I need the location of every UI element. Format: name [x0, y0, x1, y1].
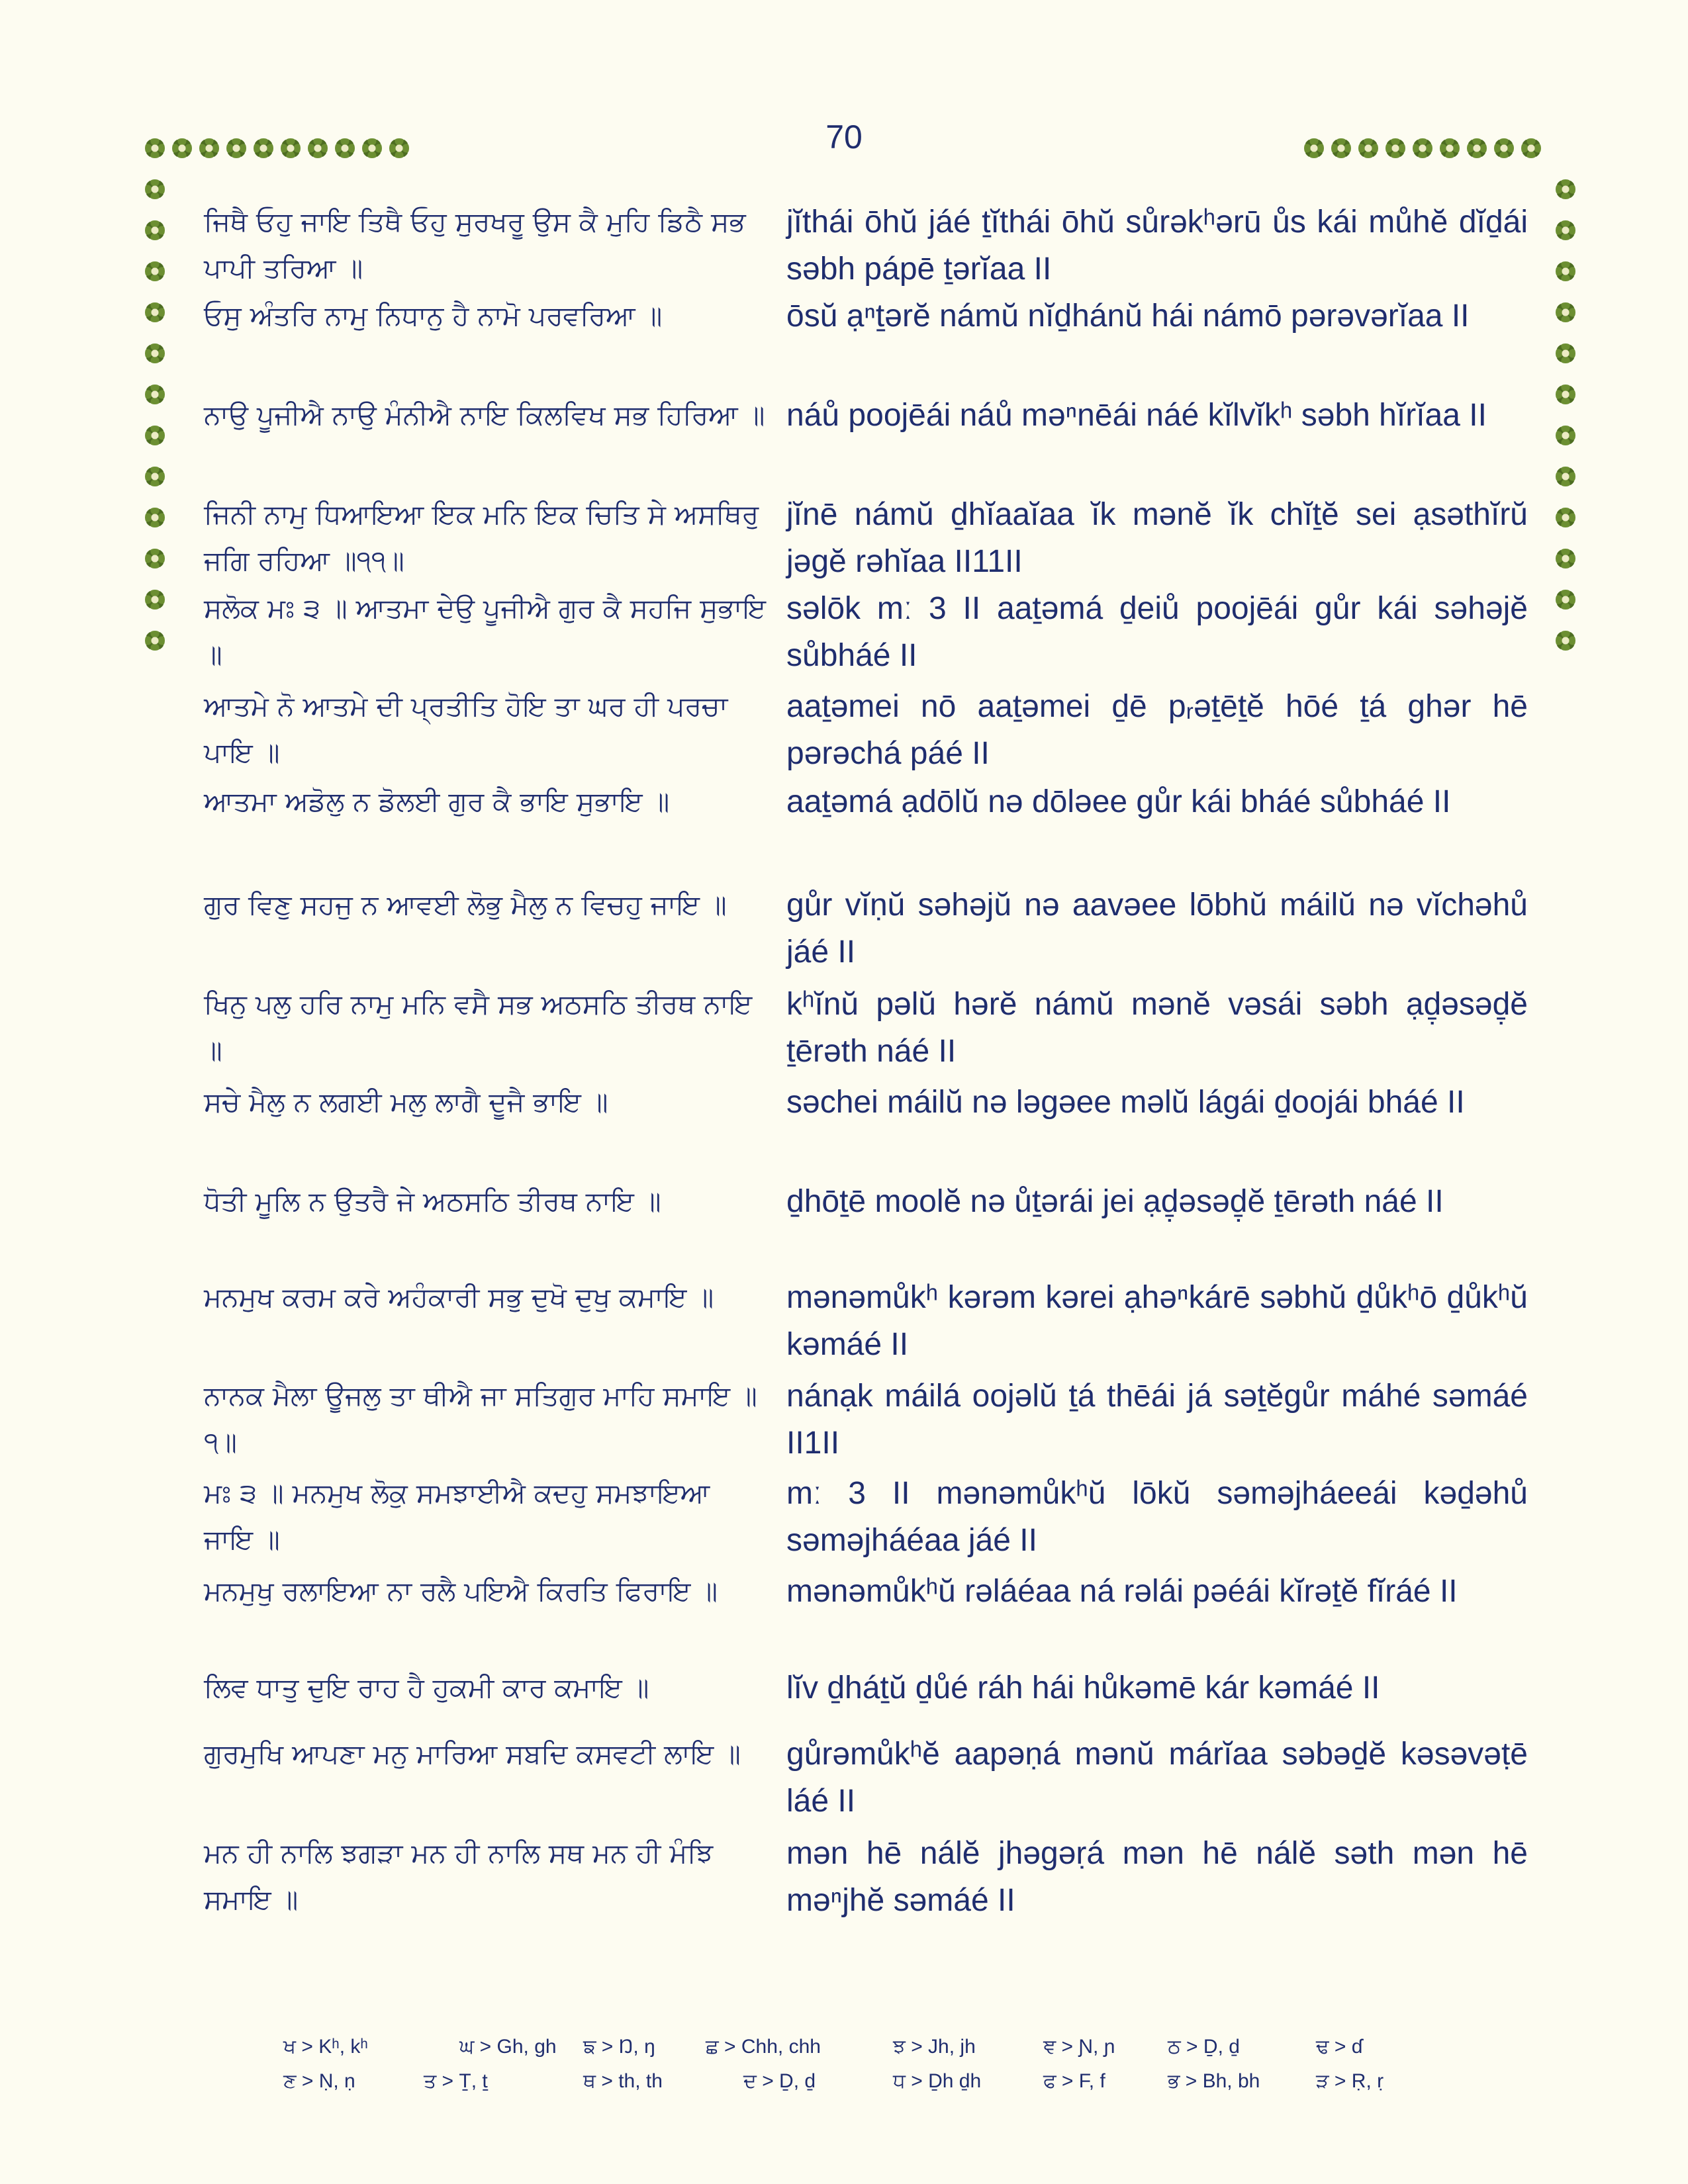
- flower-ornament: [1556, 549, 1575, 569]
- transliteration-text: aaṯəmá ạdōlŭ nə dōləee gůr kái bháé sůbháé II: [786, 784, 1451, 819]
- transliteration-text: lĭv ḏháṯŭ ḏůé ráh hái hůkəmē kár kəmáé II: [786, 1670, 1380, 1706]
- page-number: 70: [825, 118, 863, 156]
- transliteration-text: náů poojēái náů məⁿnēái náé kĭlvĭkʰ səbh hĭrĭaa II: [786, 398, 1487, 433]
- verse-row: [204, 1731, 1528, 1830]
- verse-row: [204, 1830, 1528, 1929]
- flower-ornament: [145, 220, 165, 240]
- transliteration-text: gůrəmůkʰĕ aapəṇá mənŭ márĭaa səbəḏĕ kəsəvəṭē láé II: [786, 1737, 1528, 1819]
- gurmukhi-text: ਮਨਮੁਖੁ ਰਲਾਇਆ ਨਾ ਰਲੈ ਪਇਐ ਕਿਰਤਿ ਫਿਰਾਇ ॥: [204, 1575, 718, 1607]
- flower-ornament: [281, 138, 301, 158]
- verse-row: [204, 1274, 1528, 1373]
- flower-ornament: [389, 138, 409, 158]
- flower-ornament: [335, 138, 355, 158]
- flower-ornament: [145, 302, 165, 322]
- verse-row: [204, 392, 1528, 491]
- legend-item: ਛ > Chh, chh: [706, 2036, 821, 2058]
- flower-ornament: [1521, 138, 1541, 158]
- gurmukhi-text: ਸਲੋਕ ਮਃ ੩ ॥ ਆਤਮਾ ਦੇਉ ਪੂਜੀਐ ਗੁਰ ਕੈ ਸਹਜਿ ਸੁਭਾਇ ॥: [204, 592, 767, 670]
- flower-ornament: [145, 426, 165, 445]
- gurmukhi-text: ਨਾਉ ਪੂਜੀਐ ਨਾਉ ਮੰਨੀਐ ਨਾਇ ਕਿਲਵਿਖ ਸਭ ਹਿਰਿਆ ॥: [204, 399, 765, 431]
- verse-row: [204, 1568, 1528, 1664]
- flower-ornament: [1467, 138, 1487, 158]
- flower-ornament: [254, 138, 273, 158]
- flower-ornament: [1556, 179, 1575, 199]
- legend-item: ਝ > Jh, jh: [893, 2036, 976, 2058]
- transliteration-text: kʰĭnŭ pəlŭ hərĕ námŭ mənĕ vəsái səbh ạḏ̣əsəḏ̣ĕ ṯērəth náé II: [786, 987, 1528, 1069]
- transliteration-text: mənəmůkʰŭ rəláéaa ná rəlái pəéái kĭrəṯĕ fĭráé II: [786, 1574, 1458, 1609]
- flower-ornament: [145, 590, 165, 610]
- legend-item: ਢ > ɗ: [1316, 2036, 1363, 2058]
- flower-ornament: [1556, 385, 1575, 404]
- flower-ornament: [145, 467, 165, 486]
- gurmukhi-text: ਜਿਨੀ ਨਾਮੁ ਧਿਆਇਆ ਇਕ ਮਨਿ ਇਕ ਚਿਤਿ ਸੇ ਅਸਥਿਰੁ ਜਗਿ ਰਹਿਆ ॥੧੧॥: [204, 498, 759, 576]
- flower-ornament: [145, 385, 165, 404]
- verse-row: [204, 778, 1528, 882]
- verse-row: [204, 981, 1528, 1079]
- gurmukhi-text: ਨਾਨਕ ਮੈਲਾ ਊਜਲੁ ਤਾ ਥੀਐ ਜਾ ਸਤਿਗੁਰ ਮਾਹਿ ਸਮਾਇ ॥੧॥: [204, 1380, 757, 1458]
- transliteration-text: ōsŭ ạⁿṯərĕ námŭ nĭḏhánŭ hái námō pərəvərĭaa II: [786, 298, 1470, 334]
- verse-row: [204, 1079, 1528, 1178]
- gurmukhi-text: ਮਨ ਹੀ ਨਾਲਿ ਝਗੜਾ ਮਨ ਹੀ ਨਾਲਿ ਸਥ ਮਨ ਹੀ ਮੰਝਿ ਸਮਾਇ ॥: [204, 1837, 714, 1915]
- flower-ornament: [1556, 220, 1575, 240]
- legend-item: ਭ > Bh, bh: [1168, 2070, 1260, 2092]
- flower-ornament: [1556, 261, 1575, 281]
- flower-ornament: [1331, 138, 1351, 158]
- gurmukhi-text: ਜਿਥੈ ਓਹੁ ਜਾਇ ਤਿਥੈ ਓਹੁ ਸੁਰਖਰੂ ਉਸ ਕੈ ਮੁਹਿ ਡਿਠੈ ਸਭ ਪਾਪੀ ਤਰਿਆ ॥: [204, 206, 746, 284]
- legend-item: ੜ > Ṛ, ṛ: [1316, 2070, 1384, 2092]
- flower-ornament: [1494, 138, 1514, 158]
- gurmukhi-text: ਲਿਵ ਧਾਤੁ ਦੁਇ ਰਾਹ ਹੈ ਹੁਕਮੀ ਕਾਰ ਕਮਾਇ ॥: [204, 1672, 649, 1704]
- verse-table: [204, 199, 1528, 1929]
- flower-ornament: [145, 631, 165, 651]
- gurmukhi-text: ਧੋਤੀ ਮੂਲਿ ਨ ਉਤਰੈ ਜੇ ਅਠਸਠਿ ਤੀਰਥ ਨਾਇ ॥: [204, 1185, 661, 1217]
- transliteration-text: mənəmůkʰ kərəm kərei ạhəⁿkárē səbhŭ ḏůkʰō ḏůkʰŭ kəmáé II: [786, 1280, 1528, 1362]
- verse-row: [204, 683, 1528, 778]
- gurmukhi-text: ਓਸੁ ਅੰਤਰਿ ਨਾਮੁ ਨਿਧਾਨੁ ਹੈ ਨਾਮੋ ਪਰਵਰਿਆ ॥: [204, 300, 663, 332]
- verse-row: [204, 293, 1528, 392]
- flower-ornament: [362, 138, 382, 158]
- verse-row: [204, 1470, 1528, 1568]
- verse-row: [204, 1664, 1528, 1731]
- transliteration-text: nánạk máilá oojəlŭ ṯá thēái já səṯĕgůr máhé səmáé II1II: [786, 1379, 1528, 1461]
- verse-row: [204, 1373, 1528, 1470]
- transliteration-text: aaṯəmei nō aaṯəmei ḏē pᵣəṯēṯĕ hōé ṯá ghər hē pərəchá páé II: [786, 689, 1528, 771]
- legend-item: ਤ > Ṯ, ṯ: [424, 2070, 488, 2092]
- legend-item: ਧ > Ḏh ḏh: [893, 2070, 982, 2092]
- transliteration-text: jĭthái ōhŭ jáé ṯĭthái ōhŭ sůrəkʰərū ůs kái můhĕ dĭḏái səbh pápē ṯərĭaa II: [786, 205, 1528, 287]
- gurmukhi-text: ਆਤਮਾ ਅਡੋਲੁ ਨ ਡੋਲਈ ਗੁਰ ਕੈ ਭਾਇ ਸੁਭਾਇ ॥: [204, 786, 670, 817]
- flower-ornament: [308, 138, 328, 158]
- flower-ornament: [1556, 508, 1575, 527]
- flower-ornament: [1556, 631, 1575, 651]
- legend-item: ਘ > Gh, gh: [459, 2036, 557, 2058]
- flower-ornament: [1440, 138, 1460, 158]
- legend-item: ਥ > th, th: [583, 2070, 663, 2092]
- gurmukhi-text: ਗੁਰ ਵਿਣੁ ਸਹਜੁ ਨ ਆਵਈ ਲੋਭੁ ਮੈਲੁ ਨ ਵਿਚਹੁ ਜਾਇ ॥: [204, 889, 727, 921]
- legend-item: ਞ > Ɲ, ɲ: [1043, 2036, 1115, 2058]
- gurmukhi-text: ਮਨਮੁਖ ਕਰਮ ਕਰੇ ਅਹੰਕਾਰੀ ਸਭੁ ਦੁਖੋ ਦੁਖੁ ਕਮਾਇ ॥: [204, 1281, 714, 1313]
- verse-row: [204, 882, 1528, 981]
- flower-ornament: [145, 179, 165, 199]
- flower-ornament: [1413, 138, 1432, 158]
- flower-ornament: [1556, 426, 1575, 445]
- transliteration-text: ḏhōṯē moolĕ nə ůṯərái jei ạḏ̣əsəḏ̣ĕ ṯērəth náé II: [786, 1184, 1444, 1219]
- verse-row: [204, 1178, 1528, 1274]
- flower-ornament: [1556, 343, 1575, 363]
- flower-ornament: [145, 549, 165, 569]
- legend-item: ਖ > Kʰ, kʰ: [283, 2036, 368, 2058]
- legend-item: ਙ > Ŋ, ŋ: [583, 2036, 655, 2058]
- verse-row: [204, 199, 1528, 293]
- flower-ornament: [1556, 590, 1575, 610]
- flower-ornament: [1556, 467, 1575, 486]
- flower-ornament: [1556, 302, 1575, 322]
- gurmukhi-text: ਗੁਰਮੁਖਿ ਆਪਣਾ ਮਨੁ ਮਾਰਿਆ ਸਬਦਿ ਕਸਵਟੀ ਲਾਇ ॥: [204, 1738, 741, 1770]
- flower-ornament: [145, 261, 165, 281]
- transliteration-text: səchei máilŭ nə ləgəee məlŭ lágái ḏoojái bháé II: [786, 1085, 1465, 1120]
- legend-item: ਠ > Ḏ, ḏ: [1168, 2036, 1240, 2058]
- gurmukhi-text: ਸਚੇ ਮੈਲੁ ਨ ਲਗਈ ਮਲੁ ਲਾਗੈ ਦੂਜੈ ਭਾਇ ॥: [204, 1086, 608, 1118]
- gurmukhi-text: ਮਃ ੩ ॥ ਮਨਮੁਖ ਲੋਕੁ ਸਮਝਾਈਐ ਕਦਹੁ ਸਮਝਾਇਆ ਜਾਇ ॥: [204, 1477, 710, 1555]
- gurmukhi-text: ਆਤਮੇ ਨੋ ਆਤਮੇ ਦੀ ਪ੍ਰਤੀਤਿ ਹੋਇ ਤਾ ਘਰ ਹੀ ਪਰਚਾ ਪਾਇ ॥: [204, 690, 728, 768]
- transliteration-text: mən hē nálĕ jhəgəṛá mən hē nálĕ səth mən hē məⁿjhĕ səmáé II: [786, 1836, 1528, 1918]
- legend-item: ਦ > Ḏ, ḏ: [743, 2070, 816, 2092]
- transliteration-text: jĭnē námŭ ḏhĭaaĭaa ĭk mənĕ ĭk chĭṯĕ sei ạsəthĭrŭ jəgĕ rəhĭaa II11II: [786, 497, 1528, 579]
- flower-ornament: [145, 138, 165, 158]
- transliteration-text: gůr vĭṇŭ səhəjŭ nə aavəee lōbhŭ máilŭ nə vĭchəhů jáé II: [786, 887, 1528, 970]
- flower-ornament: [145, 508, 165, 527]
- gurmukhi-text: ਖਿਨੁ ਪਲੁ ਹਰਿ ਨਾਮੁ ਮਨਿ ਵਸੈ ਸਭ ਅਠਸਠਿ ਤੀਰਥ ਨਾਇ ॥: [204, 988, 753, 1066]
- flower-ornament: [1358, 138, 1378, 158]
- flower-ornament: [1304, 138, 1324, 158]
- flower-ornament: [172, 138, 192, 158]
- legend-item: ਫ > F, f: [1043, 2070, 1105, 2092]
- verse-row: [204, 585, 1528, 683]
- transliteration-text: səlōk mː 3 II aaṯəmá ḏeiů poojēái gůr kái səhəjĕ sůbháé II: [786, 591, 1528, 673]
- verse-row: [204, 491, 1528, 585]
- transliteration-text: mː 3 II mənəmůkʰŭ lōkŭ səməjháeeái kəḏəhů səməjháéaa jáé II: [786, 1476, 1528, 1558]
- flower-ornament: [226, 138, 246, 158]
- flower-ornament: [1385, 138, 1405, 158]
- flower-ornament: [199, 138, 219, 158]
- legend-item: ਣ > Ṇ, ṇ: [283, 2070, 355, 2092]
- flower-ornament: [145, 343, 165, 363]
